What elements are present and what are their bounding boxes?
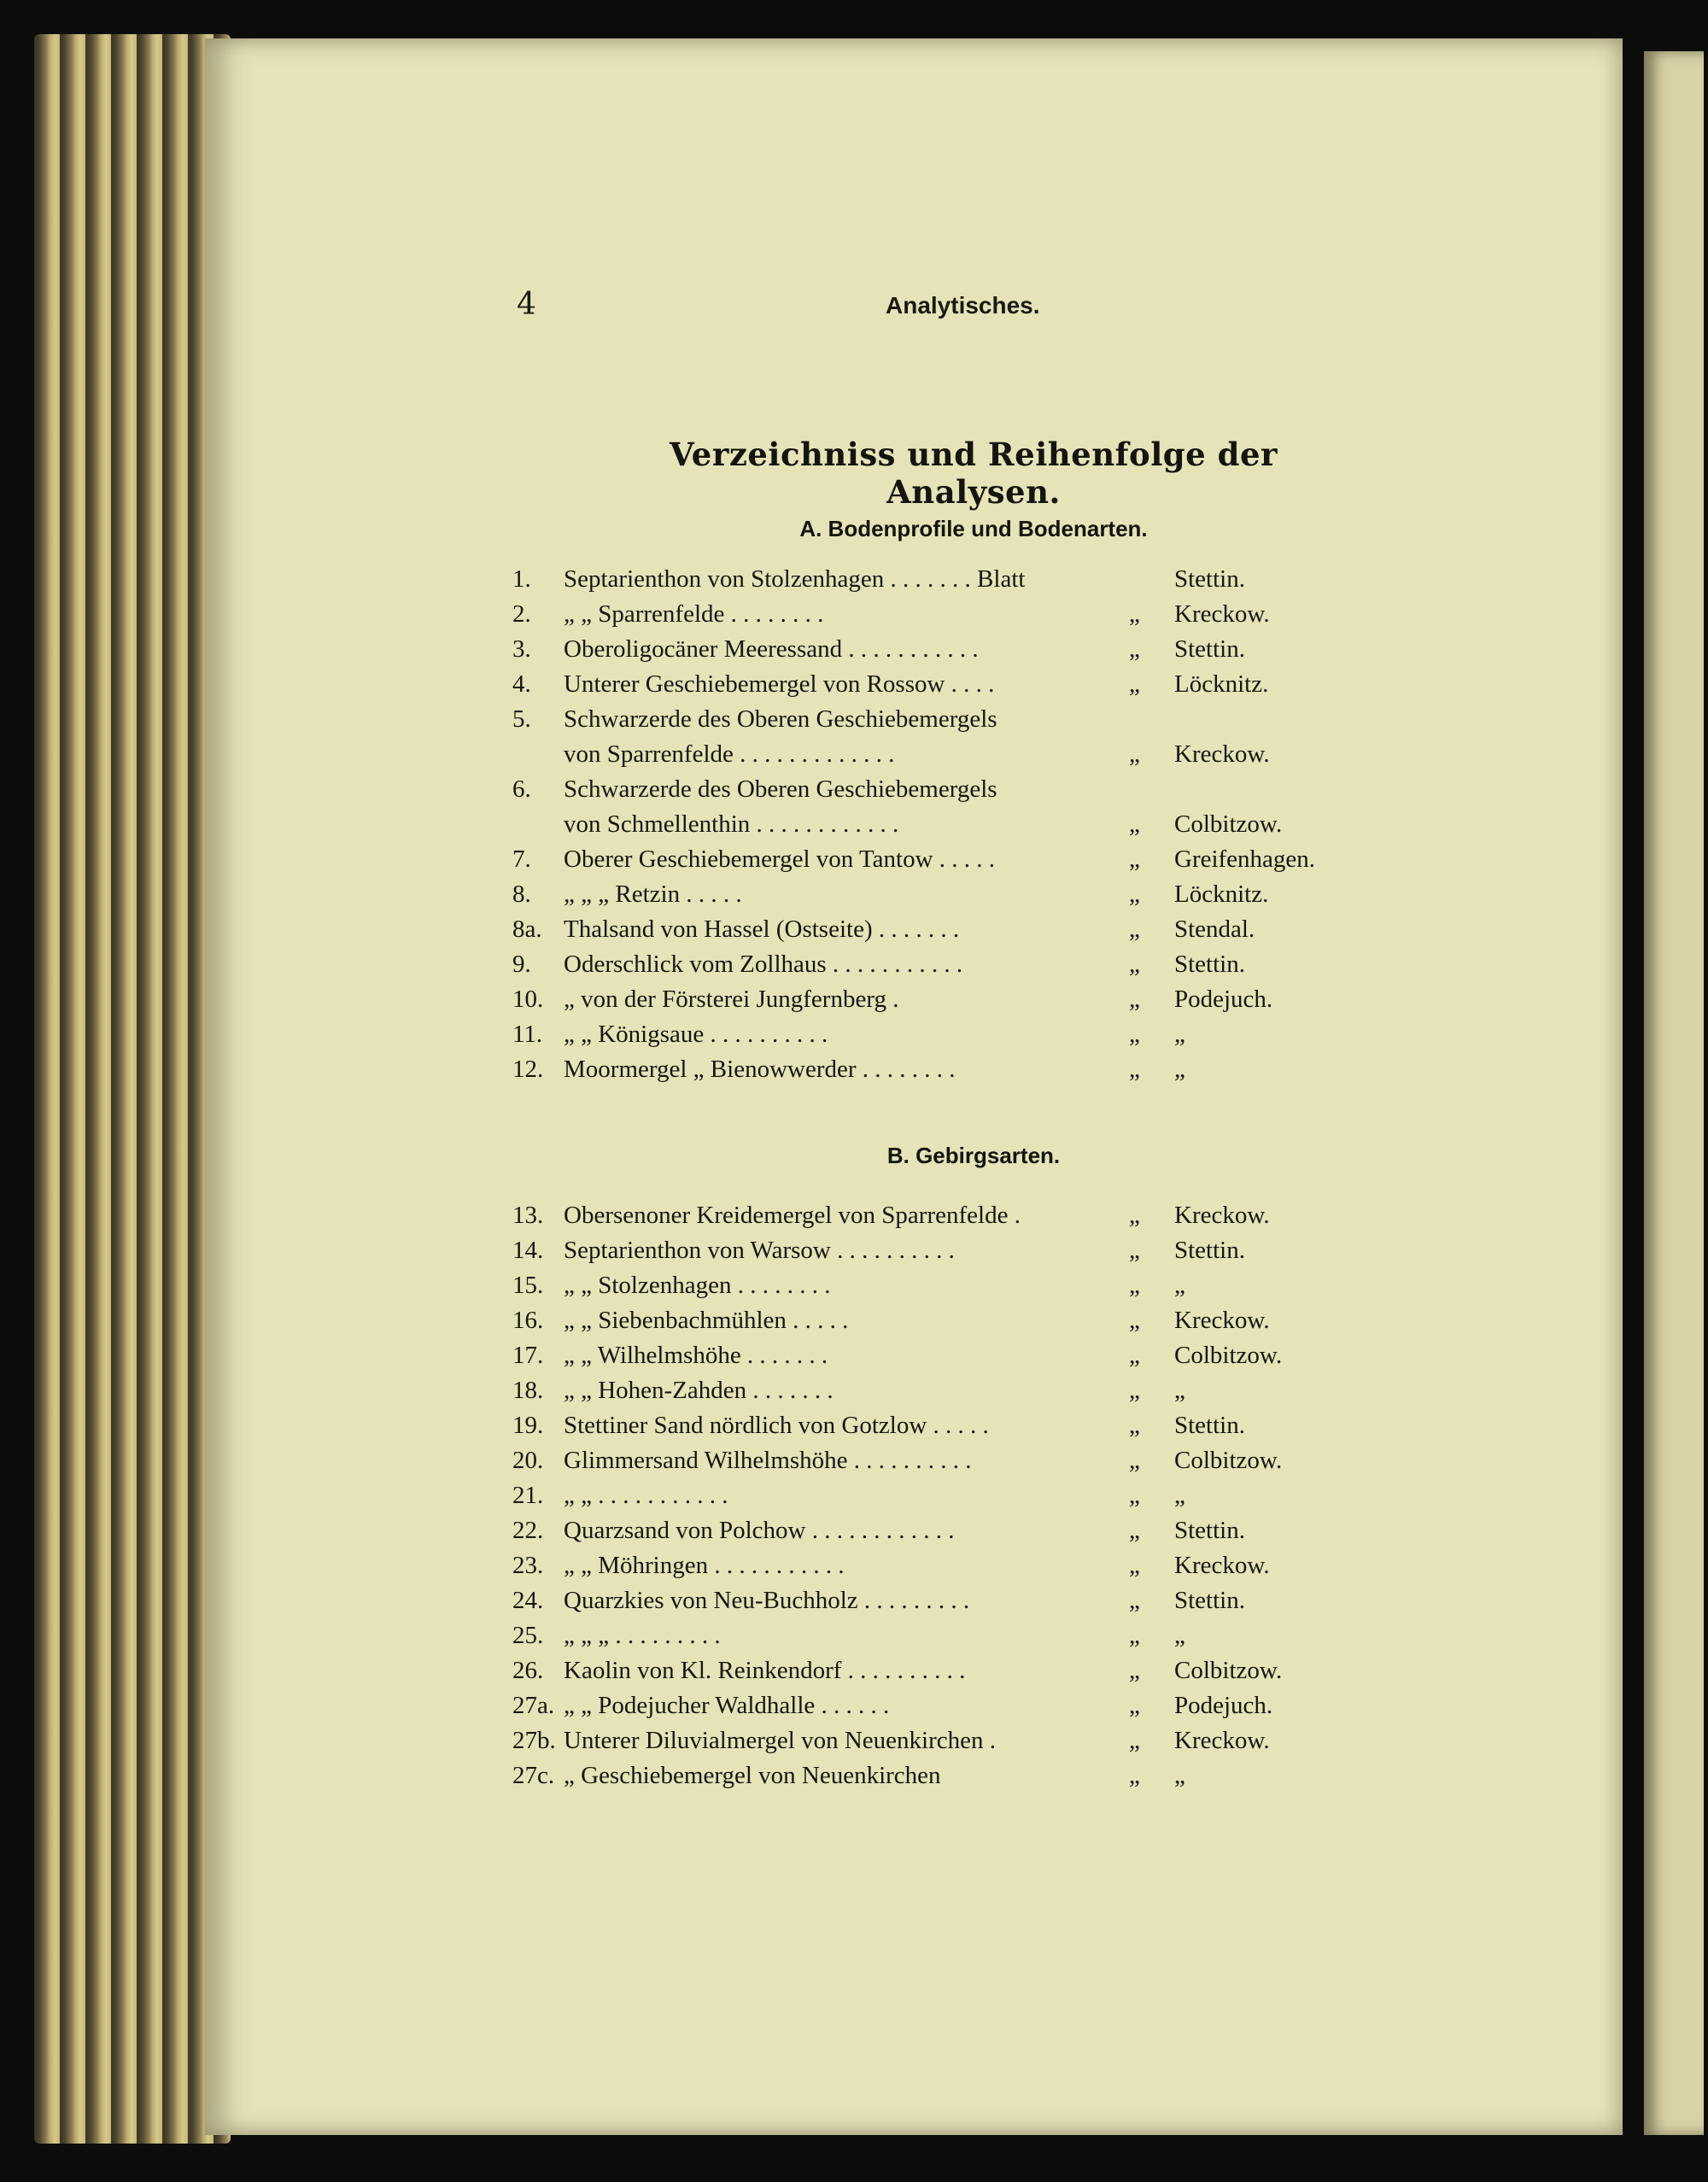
entry-text: Schwarzerde des Oberen Geschiebemergels: [564, 775, 997, 803]
entry-text: Septarienthon von Warsow . . . . . . . . . .: [564, 1237, 955, 1264]
entry-ditto-mark: „: [1129, 1482, 1140, 1509]
entry-ditto-mark: „: [1129, 635, 1140, 663]
entry-ditto-mark: „: [1129, 951, 1140, 978]
entry-ditto-mark: „: [1129, 1622, 1140, 1649]
entry-number: 22.: [512, 1517, 544, 1544]
entry-sheet-name: „: [1174, 1272, 1185, 1299]
entry-ditto-mark: „: [1129, 1517, 1140, 1544]
entry-text: „ „ „ Retzin . . . . .: [564, 880, 742, 908]
entry-sheet-name: Stettin.: [1174, 1237, 1245, 1264]
entry-number: 3.: [512, 635, 531, 663]
list-item: [512, 1198, 1366, 1233]
entry-ditto-mark: „: [1129, 600, 1140, 628]
entry-number: 1.: [512, 565, 531, 593]
entry-ditto-mark: „: [1129, 1021, 1140, 1048]
list-item: [512, 1268, 1366, 1303]
list-item: [512, 912, 1366, 947]
entry-ditto-mark: „: [1129, 916, 1140, 943]
entry-sheet-name: „: [1174, 1482, 1185, 1509]
list-item: [512, 947, 1366, 982]
list-item: [512, 667, 1366, 702]
list-item: [512, 562, 1366, 597]
entry-ditto-mark: „: [1129, 880, 1140, 908]
page-number: 4: [517, 287, 536, 322]
entry-number: 8.: [512, 880, 531, 908]
entry-text: „ „ Königsaue . . . . . . . . . .: [564, 1021, 828, 1048]
list-item: [512, 1408, 1366, 1443]
entry-sheet-name: „: [1174, 1056, 1185, 1083]
entry-text: Quarzkies von Neu-Buchholz . . . . . . . . .: [564, 1587, 970, 1614]
entry-text: „ von der Försterei Jungfernberg .: [564, 986, 899, 1013]
entry-sheet-name: Colbitzow.: [1174, 1342, 1283, 1369]
entry-text: Schwarzerde des Oberen Geschiebemergels: [564, 705, 997, 733]
entry-ditto-mark: „: [1129, 1692, 1140, 1719]
entry-number: 5.: [512, 705, 531, 733]
entry-text: Obersenoner Kreidemergel von Sparrenfelde .: [564, 1202, 1021, 1229]
list-item: [512, 702, 1366, 737]
list-item: [512, 842, 1366, 877]
section-b-list: [512, 1198, 1366, 1793]
entry-text: „ „ „ . . . . . . . . .: [564, 1622, 721, 1649]
entry-sheet-name: Kreckow.: [1174, 600, 1270, 628]
list-item: [512, 1478, 1366, 1513]
entry-sheet-name: Löcknitz.: [1174, 880, 1269, 908]
entry-text: „ „ Hohen-Zahden . . . . . . .: [564, 1377, 834, 1404]
entry-sheet-name: Colbitzow.: [1174, 810, 1283, 838]
entry-ditto-mark: „: [1129, 740, 1140, 768]
list-item: [512, 1583, 1366, 1618]
list-item: [512, 1548, 1366, 1583]
entry-number: 6.: [512, 775, 531, 803]
entry-sheet-name: Kreckow.: [1174, 1727, 1270, 1754]
entry-text: Stettiner Sand nördlich von Gotzlow . . . . .: [564, 1412, 989, 1439]
entry-text: Unterer Geschiebemergel von Rossow . . . .: [564, 670, 995, 698]
entry-number: 23.: [512, 1552, 544, 1579]
entry-ditto-mark: „: [1129, 810, 1140, 838]
entry-text: Glimmersand Wilhelmshöhe . . . . . . . . . .: [564, 1447, 972, 1474]
section-a-list: [512, 562, 1366, 1087]
entry-number: 4.: [512, 670, 531, 698]
entry-text: „ „ Sparrenfelde . . . . . . . .: [564, 600, 824, 628]
entry-text: Quarzsand von Polchow . . . . . . . . . . . .: [564, 1517, 955, 1544]
entry-text: von Schmellenthin . . . . . . . . . . . .: [564, 810, 899, 838]
entry-number: 18.: [512, 1377, 544, 1404]
entry-text: Moormergel „ Bienowwerder . . . . . . . .: [564, 1056, 956, 1083]
entry-number: 11.: [512, 1021, 543, 1048]
list-item: [512, 1688, 1366, 1723]
entry-sheet-name: Kreckow.: [1174, 740, 1270, 768]
entry-number: 24.: [512, 1587, 544, 1614]
entry-number: 26.: [512, 1657, 544, 1684]
entry-text: „ „ Siebenbachmühlen . . . . .: [564, 1307, 849, 1334]
entry-ditto-mark: „: [1129, 1447, 1140, 1474]
list-item: [512, 737, 1366, 772]
entry-number: 27b.: [512, 1727, 556, 1754]
entry-number: 8a.: [512, 916, 542, 943]
entry-number: 20.: [512, 1447, 544, 1474]
list-item: [512, 772, 1366, 807]
list-item: [512, 1052, 1366, 1087]
list-item: [512, 1338, 1366, 1373]
list-item: [512, 877, 1366, 912]
entry-sheet-name: „: [1174, 1021, 1185, 1048]
entry-text: Oberer Geschiebemergel von Tantow . . . . .: [564, 845, 996, 873]
section-b-heading: B. Gebirgsarten.: [886, 1143, 1061, 1168]
entry-sheet-name: „: [1174, 1762, 1185, 1789]
entry-number: 9.: [512, 951, 531, 978]
list-item: [512, 1653, 1366, 1688]
entry-text: Septarienthon von Stolzenhagen . . . . . . . Blatt: [564, 565, 1026, 593]
entry-ditto-mark: „: [1129, 845, 1140, 873]
entry-sheet-name: „: [1174, 1622, 1185, 1649]
list-item: [512, 1303, 1366, 1338]
entry-text: „ „ . . . . . . . . . . .: [564, 1482, 728, 1509]
entry-number: 16.: [512, 1307, 544, 1334]
entry-sheet-name: Kreckow.: [1174, 1307, 1270, 1334]
entry-number: 13.: [512, 1202, 544, 1229]
entry-ditto-mark: „: [1129, 1552, 1140, 1579]
entry-ditto-mark: „: [1129, 986, 1140, 1013]
book-edge: [34, 34, 231, 2144]
entry-text: Unterer Diluvialmergel von Neuenkirchen .: [564, 1727, 996, 1754]
list-item: [512, 1017, 1366, 1052]
section-a-heading: A. Bodenprofile und Bodenarten.: [799, 516, 1148, 541]
entry-number: 15.: [512, 1272, 544, 1299]
entry-number: 27a.: [512, 1692, 555, 1719]
entry-text: Oberoligocäner Meeressand . . . . . . . . . . .: [564, 635, 979, 663]
entry-sheet-name: Kreckow.: [1174, 1202, 1270, 1229]
list-item: [512, 1513, 1366, 1548]
entry-text: Oderschlick vom Zollhaus . . . . . . . . . . .: [564, 951, 963, 978]
entry-sheet-name: Kreckow.: [1174, 1552, 1270, 1579]
list-item: [512, 632, 1366, 667]
entry-sheet-name: Colbitzow.: [1174, 1447, 1283, 1474]
list-item: [512, 1618, 1366, 1653]
entry-ditto-mark: „: [1129, 1587, 1140, 1614]
running-title: Analytisches.: [886, 292, 1040, 319]
entry-text: „ Geschiebemergel von Neuenkirchen: [564, 1762, 941, 1789]
list-item: [512, 982, 1366, 1017]
entry-text: „ „ Möhringen . . . . . . . . . . .: [564, 1552, 845, 1579]
entry-number: 21.: [512, 1482, 544, 1509]
entry-number: 25.: [512, 1622, 544, 1649]
entry-ditto-mark: „: [1129, 1272, 1140, 1299]
entry-ditto-mark: „: [1129, 1237, 1140, 1264]
entry-ditto-mark: „: [1129, 1762, 1140, 1789]
entry-sheet-name: „: [1174, 1377, 1185, 1404]
entry-sheet-name: Stettin.: [1174, 635, 1245, 663]
entry-number: 12.: [512, 1056, 544, 1083]
list-item: [512, 1443, 1366, 1478]
list-item: [512, 1233, 1366, 1268]
entry-ditto-mark: „: [1129, 1202, 1140, 1229]
entry-text: „ „ Stolzenhagen . . . . . . . .: [564, 1272, 831, 1299]
entry-sheet-name: Podejuch.: [1174, 1692, 1273, 1719]
list-item: [512, 1723, 1366, 1758]
entry-number: 17.: [512, 1342, 544, 1369]
entry-sheet-name: Löcknitz.: [1174, 670, 1269, 698]
entry-ditto-mark: „: [1129, 670, 1140, 698]
entry-sheet-name: Stettin.: [1174, 1587, 1245, 1614]
entry-text: Thalsand von Hassel (Ostseite) . . . . . . .: [564, 916, 960, 943]
entry-number: 19.: [512, 1412, 544, 1439]
entry-number: 7.: [512, 845, 531, 873]
entry-ditto-mark: „: [1129, 1056, 1140, 1083]
entry-sheet-name: Stettin.: [1174, 1517, 1245, 1544]
list-item: [512, 1373, 1366, 1408]
entry-sheet-name: Stettin.: [1174, 565, 1245, 593]
entry-number: 14.: [512, 1237, 544, 1264]
entry-text: von Sparrenfelde . . . . . . . . . . . . .: [564, 740, 895, 768]
entry-number: 27c.: [512, 1762, 555, 1789]
entry-sheet-name: Colbitzow.: [1174, 1657, 1283, 1684]
page-title: Verzeichniss und Reihenfolge der Analysen.: [670, 436, 1278, 511]
entry-ditto-mark: „: [1129, 1307, 1140, 1334]
entry-sheet-name: Greifenhagen.: [1174, 845, 1316, 873]
entry-ditto-mark: „: [1129, 1342, 1140, 1369]
list-item: [512, 597, 1366, 632]
entry-text: „ „ Wilhelmshöhe . . . . . . .: [564, 1342, 828, 1369]
entry-text: „ „ Podejucher Waldhalle . . . . . .: [564, 1692, 890, 1719]
entry-text: Kaolin von Kl. Reinkendorf . . . . . . . . . .: [564, 1657, 966, 1684]
entry-number: 10.: [512, 986, 544, 1013]
adjacent-page-edge: [1644, 51, 1704, 2135]
list-item: [512, 1758, 1366, 1793]
page-header: [517, 287, 1371, 338]
entry-ditto-mark: „: [1129, 1377, 1140, 1404]
entry-sheet-name: Podejuch.: [1174, 986, 1273, 1013]
entry-sheet-name: Stettin.: [1174, 1412, 1245, 1439]
entry-sheet-name: Stettin.: [1174, 951, 1245, 978]
entry-ditto-mark: „: [1129, 1412, 1140, 1439]
entry-sheet-name: Stendal.: [1174, 916, 1255, 943]
entry-ditto-mark: „: [1129, 1727, 1140, 1754]
entry-number: 2.: [512, 600, 531, 628]
list-item: [512, 807, 1366, 842]
entry-ditto-mark: „: [1129, 1657, 1140, 1684]
